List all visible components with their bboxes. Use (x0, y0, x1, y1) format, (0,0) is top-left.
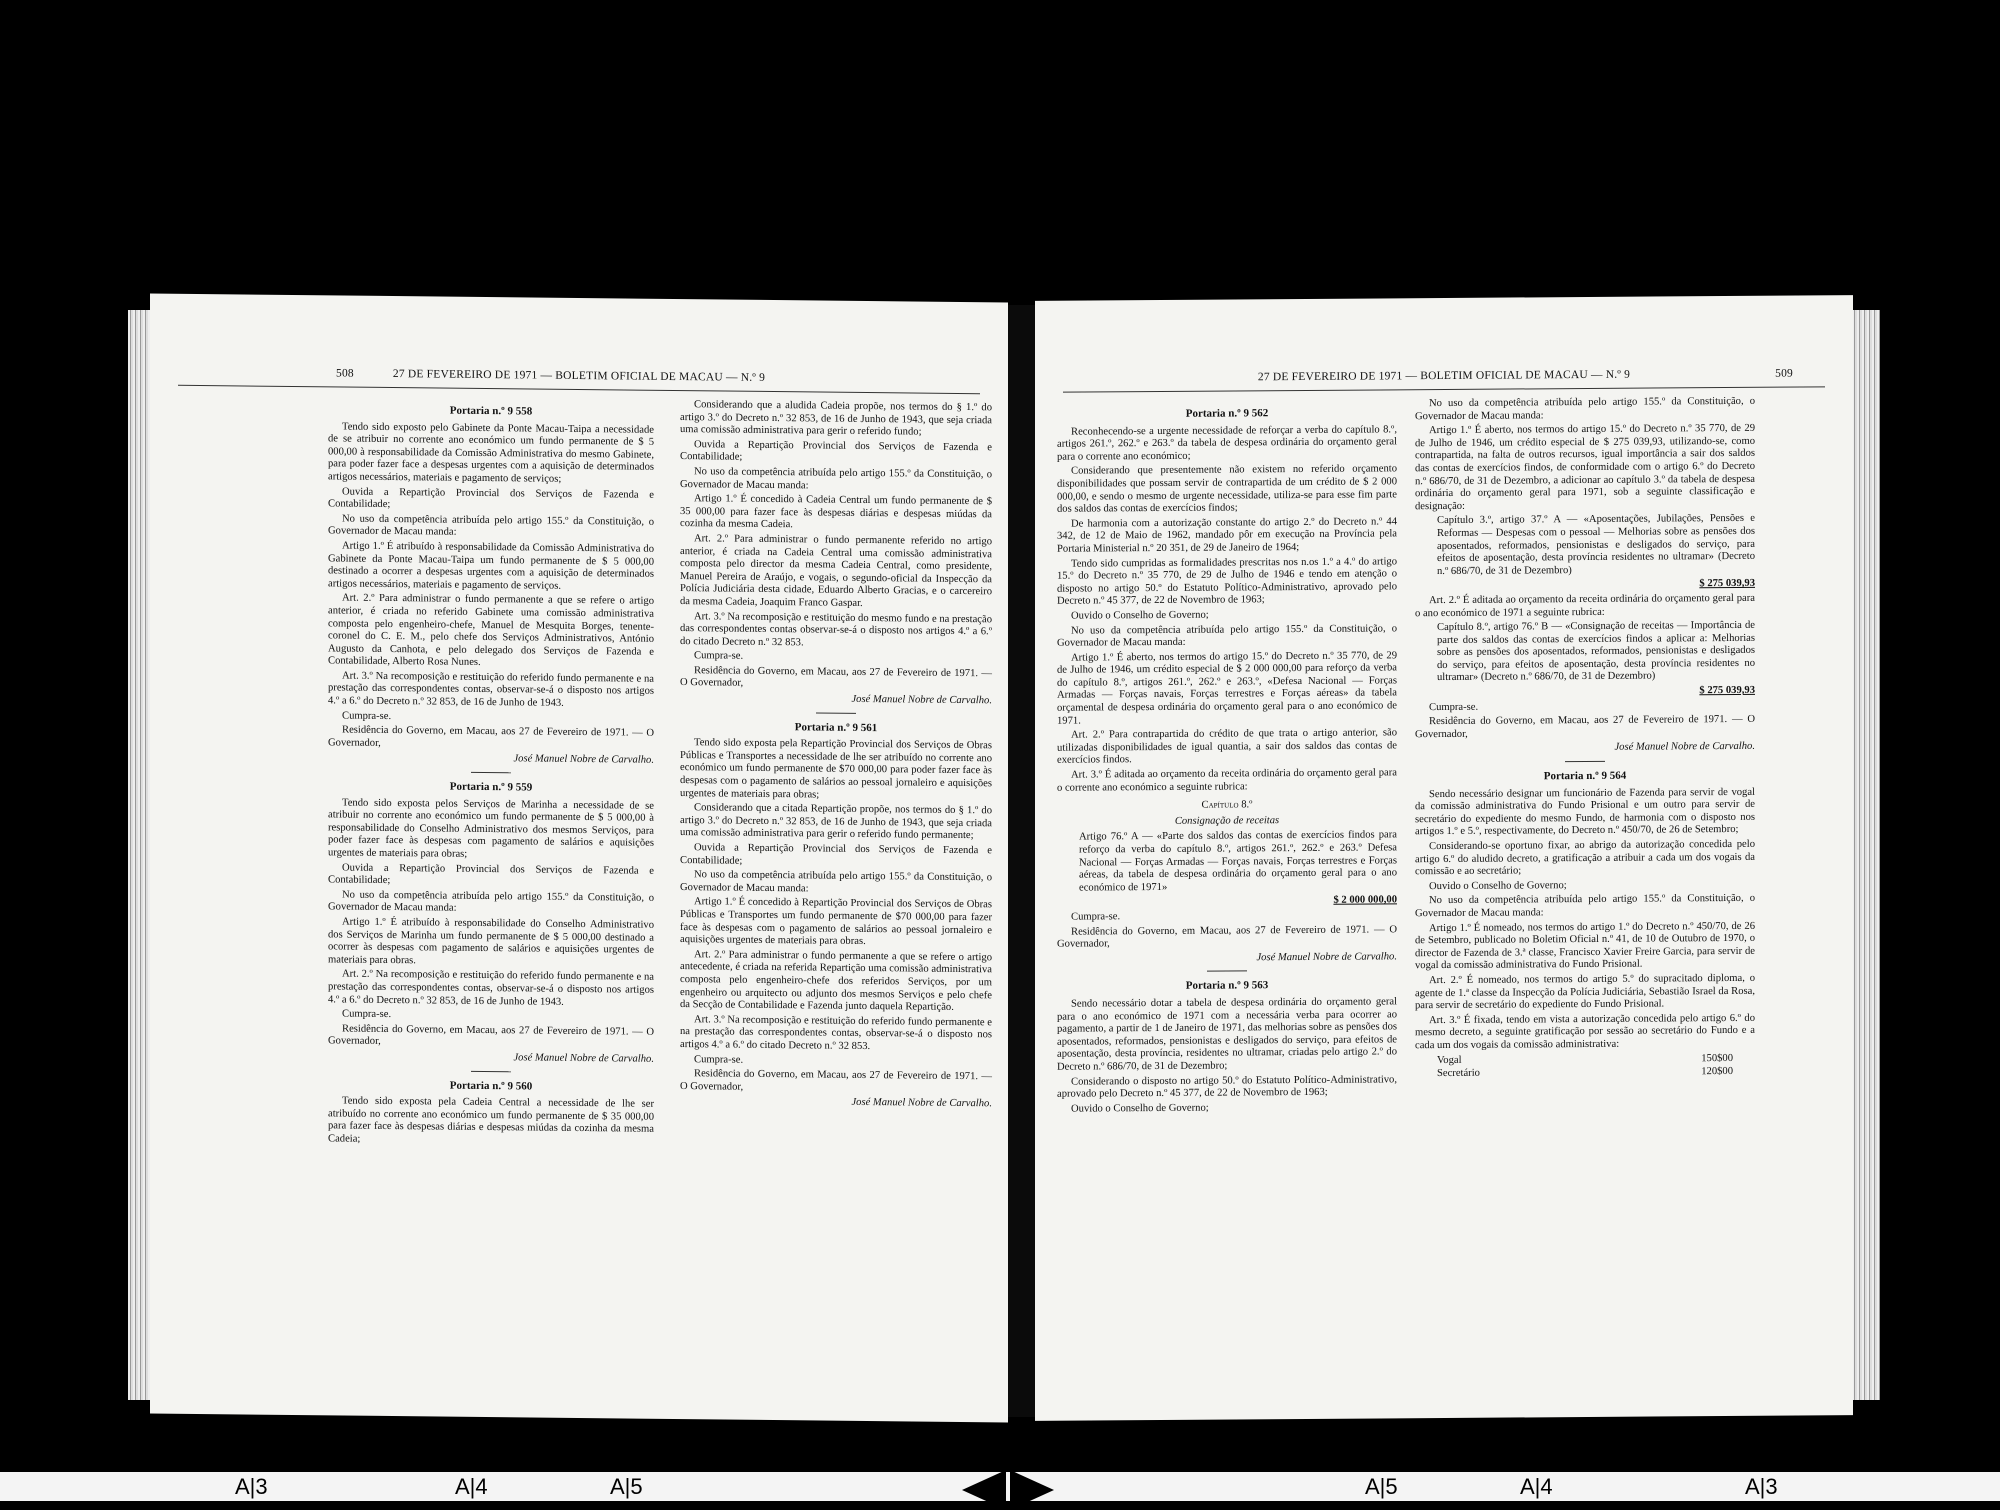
paragraph: Ouvida a Repartição Provincial dos Serviços de Fazenda e Contabilidade; (328, 862, 654, 887)
signature: José Manuel Nobre de Carvalho. (851, 1097, 992, 1110)
paragraph: Cumpra-se. (694, 1053, 744, 1066)
paragraph: Art. 2.º Para administrar o fundo permanente a que se refere o artigo antecedente, é criada na referida Repartição uma comissão administrativa composta pelo engenheiro-chefe dos referidos Serviços, por um engenheiro ou arquitecto ou adjunto dos mesmos Serviços e pelo chefe da Secção de Contabilidade e Fazenda junto daquela Repartição. (680, 948, 992, 1014)
arrow-left-icon (962, 1470, 1006, 1510)
budget-item: Artigo 76.º A — «Parte dos saldos das contas de exercícios findos para reforço da verba do capítulo 8.º, artigos 261.º, 262.º e 263.º Defesa Nacional — Forças Armadas — Forças navais, Forças terrestres e Forças aéreas, da tabela de despesa ordinária do orçamento geral para o ano económico de 1971» (1079, 829, 1397, 894)
page-number: 509 (1775, 367, 1793, 380)
tab-label: A|4 (455, 1474, 488, 1499)
paragraph: Art. 2.º Para administrar o fundo permanente referido no artigo anterior, é criada na Cadeia Central uma comissão administrativa composta pelo director da mesma Cadeia Central, como presidente, Manuel Pereira de Araújo, e vogais, o segundo-oficial da Inspecção da Polícia Judiciária desta cidade, Eduardo Alberto Gracias, e o carcereiro da mesma Cadeia, Joaquim Franco Gaspar. (680, 533, 992, 609)
paragraph: Tendo sido exposta pela Repartição Provincial dos Serviços de Obras Públicas e Transportes a necessidade de lhe ser atribuído no corrente ano económico um fundo permanente de $70 000,00 para poder fazer face às despesas com o pagamento de salários ao pessoal jornaleiro e aquisições urgentes de materiais para obras; (680, 737, 992, 801)
running-head-title: 27 DE FEVEREIRO DE 1971 — BOLETIM OFICIAL DE MACAU — N.º 9 (1257, 368, 1631, 384)
left-page (150, 294, 1008, 1423)
paragraph: Art. 2.º É nomeado, nos termos do artigo 5.º do supracitado diploma, o agente de 1.ª classe da Inspecção da Polícia Judiciária, Sebastião Israel da Rosa, para servir de secretário do expediente do Fundo Prisional. (1415, 972, 1755, 1012)
portaria-title: Portaria n.º 9 560 (449, 1079, 533, 1093)
tab-label: A|5 (610, 1474, 643, 1499)
paragraph: Art. 3.º Na recomposição e restituição do mesmo fundo e na prestação das correspondentes contas observar-se-á o disposto nos artigos 4.º a 6.º do citado Decreto n.º 32 853. (680, 610, 992, 649)
portaria-title: Portaria n.º 9 559 (449, 780, 533, 794)
paragraph: Ouvido o Conselho de Governo; (1071, 1102, 1209, 1115)
paragraph: Artigo 1.º É concedido à Repartição Provincial dos Serviços de Obras Públicas e Transportes um fundo permanente de $70 000,00 para fazer face às despesas com o pagamento de salários ao pessoal jornaleiro e aquisições urgentes de materiais para obras. (680, 896, 992, 948)
paragraph: Art. 3.º Na recomposição e restituição do referido fundo permanente e na prestação das correspondentes contas, observar-se-á o disposto nos artigos 4.º a 6.º do Decreto n.º 32 853, de 16 de Junho de 1943. (328, 670, 654, 709)
budget-item: Capítulo 8.º, artigo 76.º B — «Consignação de receitas — Importância de parte dos saldos das contas de exercícios findos a aplicar a: Melhorias sobre as pensões dos aposentados, reformados, pensionistas e desligados do serviço, para efeitos de aposentação, desta província residentes no ultramar» (Decreto n.º 686/70, de 31 de Dezembro) (1437, 619, 1755, 684)
portaria-9561-body (680, 737, 992, 1069)
paragraph: Tendo sido exposta pela Cadeia Central a necessidade de lhe ser atribuído no corrente ano económico um fundo permanente de $ 35 000,00 para fazer face às despesas diárias e despesas miúdas da cozinha da mesma Cadeia; (328, 1095, 654, 1145)
paragraph: No uso da competência atribuída pelo artigo 155.º da Constituição, o Governador de Macau manda: (1415, 893, 1755, 920)
portaria-title: Portaria n.º 9 558 (449, 404, 533, 418)
paragraph: Ouvida a Repartição Provincial dos Serviços de Fazenda e Contabilidade; (680, 842, 992, 867)
cumpra-se: Cumpra-se. (1071, 911, 1121, 923)
column-2 (680, 399, 992, 1113)
fee-value: 120$00 (1701, 1066, 1733, 1078)
paragraph: Ouvida a Repartição Provincial dos Serviços de Fazenda e Contabilidade; (328, 486, 654, 511)
paragraph: No uso da competência atribuída pelo artigo 155.º da Constituição, o Governador de Macau manda: (1415, 395, 1755, 422)
separator (816, 712, 856, 713)
paragraph: Tendo sido cumpridas as formalidades prescritas nos n.os 1.º a 4.º do artigo 15.º do Decreto n.º 35 770, de 29 de Julho de 1946 e tendo em atenção o disposto no artigo 50.º do Estatuto Político-Administrativo, aprovado pelo Decreto n.º 45 377, de 22 de Novembro de 1963; (1057, 555, 1397, 608)
portaria-9562-body (1057, 424, 1397, 795)
running-head-title: 27 DE FEVEREIRO DE 1971 — BOLETIM OFICIAL DE MACAU — N.º 9 (392, 368, 766, 384)
paragraph: Art. 2.º Para administrar o fundo permanente a que se refere o artigo anterior, é criada no referido Gabinete uma comissão administrativa composta pelo engenheiro-chefe, Manuel de Mesquita Borges, tenente-coronel do C. E. M., pelo chefe dos Serviços Administrativos, António Augusto da Canhota, e pelo delegado dos Serviços de Fazenda e Contabilidade, Alberto Rosa Nunes. (328, 592, 654, 669)
closing: Residência do Governo, em Macau, aos 27 de Fevereiro de 1971. — O Governador, (1057, 923, 1397, 950)
paragraph: No uso da competência atribuída pelo artigo 155.º da Constituição, o Governador de Macau manda: (328, 889, 654, 915)
paragraph: Artigo 1.º É concedido à Cadeia Central um fundo permanente de $ 35 000,00 para fazer face às despesas diárias e despesas miúdas da cozinha da mesma Cadeia. (680, 493, 992, 531)
chapter-heading: Capítulo 8.º (1201, 799, 1253, 811)
fee-value: 150$00 (1701, 1052, 1733, 1064)
column-4 (1415, 396, 1755, 1082)
tab-label: A|3 (235, 1474, 268, 1499)
portaria-title: Portaria n.º 9 562 (1185, 407, 1269, 420)
closing: Residência do Governo, em Macau, aos 27 de Fevereiro de 1971. — O Governador, (1415, 714, 1755, 741)
signature: José Manuel Nobre de Carvalho. (1614, 741, 1755, 754)
budget-item: Capítulo 3.º, artigo 37.º A — «Aposentações, Jubilações, Pensões e Reformas — Despesas com o pessoal — Melhorias sobre as pensões dos aposentados, reformados, pensionistas e desligados do serviço, para efeitos de aposentação, desta província residentes no ultramar» (Decreto n.º 686/70, de 31 de Dezembro) (1437, 513, 1755, 577)
fee-table (1415, 1052, 1755, 1081)
paragraph: Art. 2.º Para contrapartida do crédito de que trata o artigo anterior, são utilizadas disponibilidades de igual quantia, a sair dos saldos das contas de exercícios findos. (1057, 727, 1397, 767)
paragraph: Considerando o disposto no artigo 50.º do Estatuto Político-Administrativo, aprovado pelo Decreto n.º 45 377, de 22 de Novembro de 1963; (1057, 1073, 1397, 1100)
portaria-9563-body (1057, 996, 1397, 1116)
signature: José Manuel Nobre de Carvalho. (1256, 951, 1397, 964)
portaria-title: Portaria n.º 9 561 (794, 720, 878, 734)
portaria-9558-body (328, 421, 654, 726)
section-subhead: Consignação de receitas (1174, 814, 1280, 827)
paragraph: De harmonia com a autorização constante do artigo 2.º do Decreto n.º 44 342, de 12 de Maio de 1962, mandado pôr em execução na Província pela Portaria Ministerial n.º 20 351, de 29 de Janeiro de 1964; (1057, 516, 1397, 555)
separator (471, 1070, 511, 1071)
paragraph: Art. 2.º Na recomposição e restituição do referido fundo permanente e na prestação das correspondentes contas, observar-se-á o disposto nos artigos 4.º a 6.º do Decreto n.º 32 853, de 16 de Junho de 1943. (328, 968, 654, 1008)
portaria-title: Portaria n.º 9 563 (1185, 979, 1269, 993)
portaria-9560-body (328, 1095, 654, 1149)
portaria-9564-body (1415, 786, 1755, 1052)
budget-item-total: $ 2 000 000,00 (1333, 894, 1397, 907)
right-page-edges (1852, 310, 1880, 1400)
paragraph: Artigo 1.º É aberto, nos termos do artigo 15.º do Decreto n.º 35 770, de 29 de Julho de 1946, um crédito especial de $ 2 000 000,00 para reforço da verba do capítulo 8.º, artigos 261.º, 262.º e 263.º, «Defesa Nacional — Forças Armadas — Forças navais, Forças terrestres e Forças aéreas» da tabela orçamental de despesa ordinária do orçamento geral para o ano económico de 1971. (1057, 650, 1397, 727)
paragraph: Art. 3.º É fixada, tendo em vista a autorização concedida pelo artigo 6.º do mesmo decreto, a seguinte gratificação por sessão ao secretário do Fundo e a cada um dos vogais da comissão administrativa: (1415, 1012, 1755, 1052)
signature: José Manuel Nobre de Carvalho. (851, 693, 992, 707)
separator (1565, 761, 1605, 762)
paragraph: Ouvido o Conselho de Governo; (1429, 879, 1567, 892)
tab-label: A|5 (1365, 1474, 1398, 1499)
paragraph: Cumpra-se. (694, 650, 744, 663)
fee-label: Vogal (1437, 1054, 1462, 1066)
budget-item-total: $ 275 039,93 (1699, 684, 1755, 697)
fee-label: Secretário (1437, 1067, 1480, 1080)
paragraph: Considerando que a citada Repartição propõe, nos termos do § 1.º do artigo 3.º do Decreto n.º 32 853, de 16 de Junho de 1943, que seja criada uma comissão administrativa para gerir o referido fundo permanente; (680, 802, 992, 842)
paragraph: Ouvido o Conselho de Governo; (1071, 609, 1209, 622)
left-page-edges (128, 310, 152, 1400)
paragraph: Art. 3.º Na recomposição e restituição do referido fundo permanente e na prestação das correspondentes contas, observar-se-á o disposto nos artigos 4.º a 6.º do citado Decreto n.º 32 853. (680, 1013, 992, 1052)
paragraph: Reconhecendo-se a urgente necessidade de reforçar a verba do capítulo 8.º, artigos 261.º, 262.º e 263.º da tabela de despesa ordinária do orçamento geral para o corrente ano económico; (1057, 423, 1397, 463)
fee-row (1437, 1052, 1733, 1067)
portaria-9563-continued (1415, 396, 1755, 514)
signature: José Manuel Nobre de Carvalho. (513, 753, 654, 767)
portaria-9559-body (328, 797, 654, 1025)
paragraph: Cumpra-se. (342, 710, 392, 722)
arrow-right-icon (1010, 1470, 1054, 1510)
paragraph: Tendo sido exposto pelo Gabinete da Ponte Macau-Taipa a necessidade de se atribuir no corrente ano económico um fundo permanente de $ 5 000,00 à responsabilidade da Comissão Administrativa do mesmo Gabinete, para poder fazer face a despesas urgentes com a aquisição de determinados artigos necessários, materiais e pagamento de serviços; (328, 421, 654, 485)
paragraph: Considerando-se oportuno fixar, ao abrigo da autorização concedida pelo artigo 6.º do aludido decreto, a gratificação a atribuir a cada um dos vogais da comissão e ao secretário; (1415, 838, 1755, 878)
signature: José Manuel Nobre de Carvalho. (513, 1052, 654, 1065)
article-2: Art. 2.º É aditada ao orçamento da receita ordinária do orçamento geral para o ano económico de 1971 a seguinte rubrica: (1415, 592, 1755, 619)
closing: Residência do Governo, em Macau, aos 27 de Fevereiro de 1971. — O Governador, (328, 1023, 654, 1048)
paragraph: Cumpra-se. (342, 1008, 392, 1021)
paragraph: Art. 3.º É aditada ao orçamento da receita ordinária do orçamento geral para o corrente ano económico a seguinte rubrica: (1057, 767, 1397, 794)
paragraph: No uso da competência atribuída pelo artigo 155.º da Constituição, o Governador de Macau manda: (680, 869, 992, 895)
paragraph: Artigo 1.º É atribuído à responsabilidade do Conselho Administrativo dos Serviços de Marinha um fundo permanente de $ 5 000,00 destinado a ocorrer às despesas com pagamento de salários e aquisições urgentes de materiais para obras. (328, 916, 654, 967)
budget-item-total: $ 275 039,93 (1699, 578, 1755, 590)
paragraph: Considerando que a aludida Cadeia propõe, nos termos do § 1.º do artigo 3.º do Decreto n.º 32 853, de 16 de Junho de 1943, que seja criada uma comissão administrativa para gerir o referido fundo; (680, 399, 992, 438)
paragraph: Artigo 1.º É nomeado, nos termos do artigo 1.º do Decreto n.º 450/70, de 26 de Setembro, publicado no Boletim Oficial n.º 41, de 10 de Outubro de 1970, o director de Fazenda de 3.ª classe, Francisco Xavier Freire Garcia, para servir de vogal da comissão administrativa do Fundo Prisional. (1415, 920, 1755, 972)
paragraph: No uso da competência atribuída pelo artigo 155.º da Constituição, o Governador de Macau manda: (328, 513, 654, 539)
tab-label: A|4 (1520, 1474, 1553, 1499)
portaria-9560-continued (680, 399, 992, 666)
paragraph: Sendo necessário dotar a tabela de despesa ordinária do orçamento geral para o ano económico de 1971 com a necessária verba para ocorrer ao pagamento, a partir de 1 de Janeiro de 1971, das melhorias sobre as pensões dos aposentados, reformados, pensionistas e desligados do serviço, para efeitos de aposentação, desta província, residentes no ultramar, criadas pelo artigo 2.º do Decreto n.º 686/70, de 31 de Dezembro; (1057, 996, 1397, 1073)
paragraph: Tendo sido exposta pelos Serviços de Marinha a necessidade de se atribuir no corrente ano económico um fundo permanente de $ 5 000,00 à responsabilidade do Conselho Administrativo dos mesmos Serviços, para poder fazer face às despesas com pagamento de salários e aquisições urgentes de materiais para obras; (328, 797, 654, 860)
paragraph: Ouvida a Repartição Provincial dos Serviços de Fazenda e Contabilidade; (680, 438, 992, 464)
closing: Residência do Governo, em Macau, aos 27 de Fevereiro de 1971. — O Governador, (680, 1068, 992, 1093)
paragraph: No uso da competência atribuída pelo artigo 155.º da Constituição, o Governador de Macau manda: (680, 466, 992, 491)
column-3 (1057, 398, 1397, 1118)
closing: Residência do Governo, em Macau, aos 27 de Fevereiro de 1971. — O Governador, (328, 724, 654, 749)
right-page (1035, 295, 1853, 1421)
column-1 (328, 395, 654, 1151)
closing: Residência do Governo, em Macau, aos 27 de Fevereiro de 1971. — O Governador, (680, 665, 992, 690)
portaria-title: Portaria n.º 9 564 (1543, 769, 1627, 783)
paragraph: Sendo necessário designar um funcionário de Fazenda para servir de vogal da comissão administrativa do Fundo Prisional e um outro para servir de secretário do expediente do mesmo Fundo, de harmonia com o disposto nos artigos 1.º e 5.º, respectivamente, do Decreto n.º 450/70, de 26 de Setembro; (1415, 786, 1755, 838)
fee-row (1437, 1066, 1733, 1081)
paragraph: No uso da competência atribuída pelo artigo 155.º da Constituição, o Governador de Macau manda: (1057, 622, 1397, 649)
book-gutter (1008, 305, 1035, 1417)
cumpra-se: Cumpra-se. (1429, 701, 1479, 713)
paragraph: Artigo 1.º É aberto, nos termos do artigo 15.º do Decreto n.º 35 770, de 29 de Julho de 1946, um crédito especial de $ 275 039,93, utilizando-se, como contrapartida, na falta de outros recursos, igual importância a sair dos saldos das contas de exercícios findos, de conformidade com o artigo 6.º do Decreto n.º 686/70, de 31 de Dezembro, a adicionar ao capítulo 3.º da tabela de despesa ordinária do orçamento geral para 1971, sob a seguinte classificação e designação: (1415, 423, 1755, 512)
page-number: 508 (336, 367, 354, 380)
separator (471, 772, 511, 773)
separator (1207, 971, 1247, 972)
paragraph: Artigo 1.º É atribuído à responsabilidade da Comissão Administrativa do Gabinete da Ponte Macau-Taipa um fundo permanente de $ 5 000,00 destinado a ocorrer a despesas urgentes com a aquisição de determinados artigos necessários, materiais e pagamento de serviços. (328, 540, 654, 592)
paragraph: Considerando que presentemente não existem no referido orçamento disponibilidades que possam servir de contrapartida de um crédito de $ 2 000 000,00, e sendo o mesmo de urgente necessidade, utiliza-se para esse fim parte dos saldos das contas de exercícios findos; (1057, 463, 1397, 515)
tab-label: A|3 (1745, 1474, 1778, 1499)
